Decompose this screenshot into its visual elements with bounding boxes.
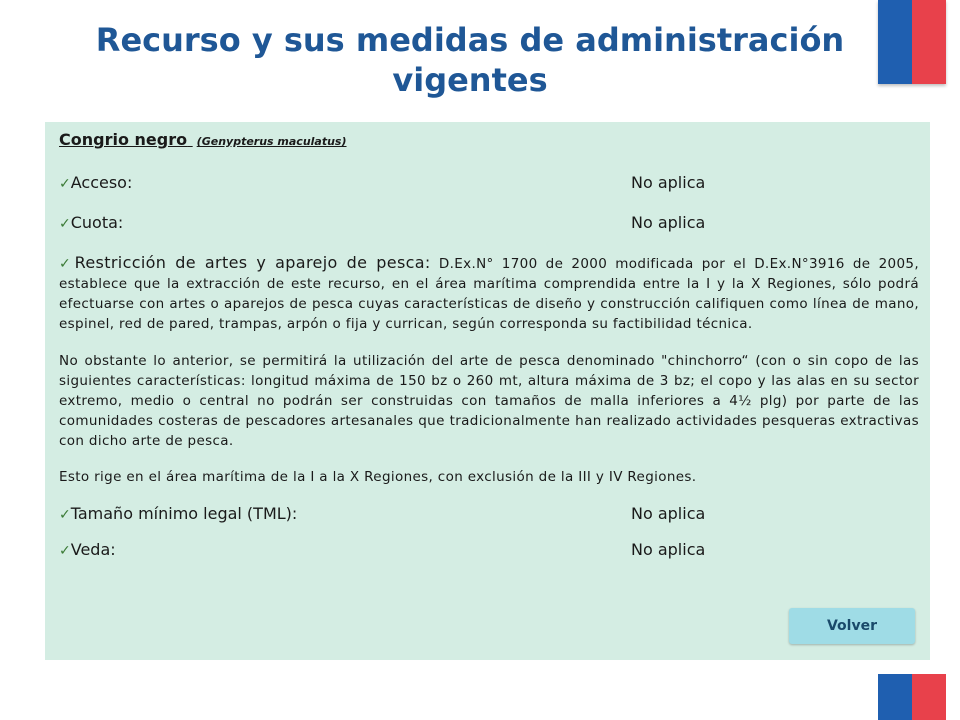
- flag-blue-stripe: [878, 0, 912, 84]
- acceso-label: Acceso:: [70, 173, 133, 192]
- flag-blue-stripe: [878, 674, 912, 720]
- veda-label: Veda:: [70, 540, 116, 559]
- tml-value: No aplica: [631, 504, 706, 523]
- acceso-value: No aplica: [631, 173, 706, 192]
- species-heading: [59, 129, 919, 153]
- species-name: Congrio negro: [59, 130, 188, 149]
- restriccion-paragraph: [59, 253, 919, 334]
- checkmark-icon: ✓: [59, 543, 71, 559]
- volver-button[interactable]: Volver: [789, 608, 915, 644]
- species-scientific-name: (Genypterus maculatus): [196, 135, 347, 148]
- measures-panel: [45, 122, 930, 660]
- checkmark-icon: ✓: [59, 256, 75, 272]
- cuota-value: No aplica: [631, 213, 706, 232]
- flag-red-stripe: [912, 0, 946, 84]
- region-paragraph: Esto rige en el área marítima de la I a la X Regiones, con exclusión de la III y IV Regiones.: [59, 469, 697, 485]
- chinchorro-paragraph: No obstante lo anterior, se permitirá la utilización del arte de pesca denominado "chinchorro“ (con o sin copo de las siguientes características: longitud máxima de 150 bz o 260 mt, altura máxima de 3 bz; el copo y las alas en su sector extremo, medio o central no podrán ser construidas con tamaños de malla inferiores a 4½ plg) por parte de las comunidades costeras de pescadores artesanales que tradicionalmente han realizado actividades pesqueras extractivas con dicho arte de pesca.: [59, 353, 919, 449]
- flag-logo-bottom: [878, 674, 946, 720]
- tml-row: [59, 504, 919, 524]
- acceso-row: [59, 173, 919, 193]
- restriccion-text: D.Ex.N° 1700 de 2000 modificada por el D.Ex.N°3916 de 2005, establece que la extracción de este recurso, en el área marítima comprendida entre la I y la X Regiones, sólo podrá efectuarse con artes o aparejos de pesca cuyas características de diseño y construcción califiquen como línea de mano, espinel, red de pared, trampas, arpón o fija y currican, según corresponda su factibilidad técnica.: [59, 256, 920, 332]
- restriccion-label: Restricción de artes y aparejo de pesca:: [74, 253, 431, 272]
- veda-value: No aplica: [631, 540, 706, 559]
- tml-label: Tamaño mínimo legal (TML):: [70, 504, 298, 523]
- checkmark-icon: ✓: [59, 507, 71, 523]
- flag-logo-top: [878, 0, 946, 84]
- checkmark-icon: ✓: [59, 216, 71, 232]
- page-title: Recurso y sus medidas de administración vigentes: [95, 21, 845, 99]
- cuota-row: [59, 213, 919, 233]
- checkmark-icon: ✓: [59, 176, 71, 192]
- veda-row: [59, 540, 919, 560]
- cuota-label: Cuota:: [70, 213, 124, 232]
- flag-red-stripe: [912, 674, 946, 720]
